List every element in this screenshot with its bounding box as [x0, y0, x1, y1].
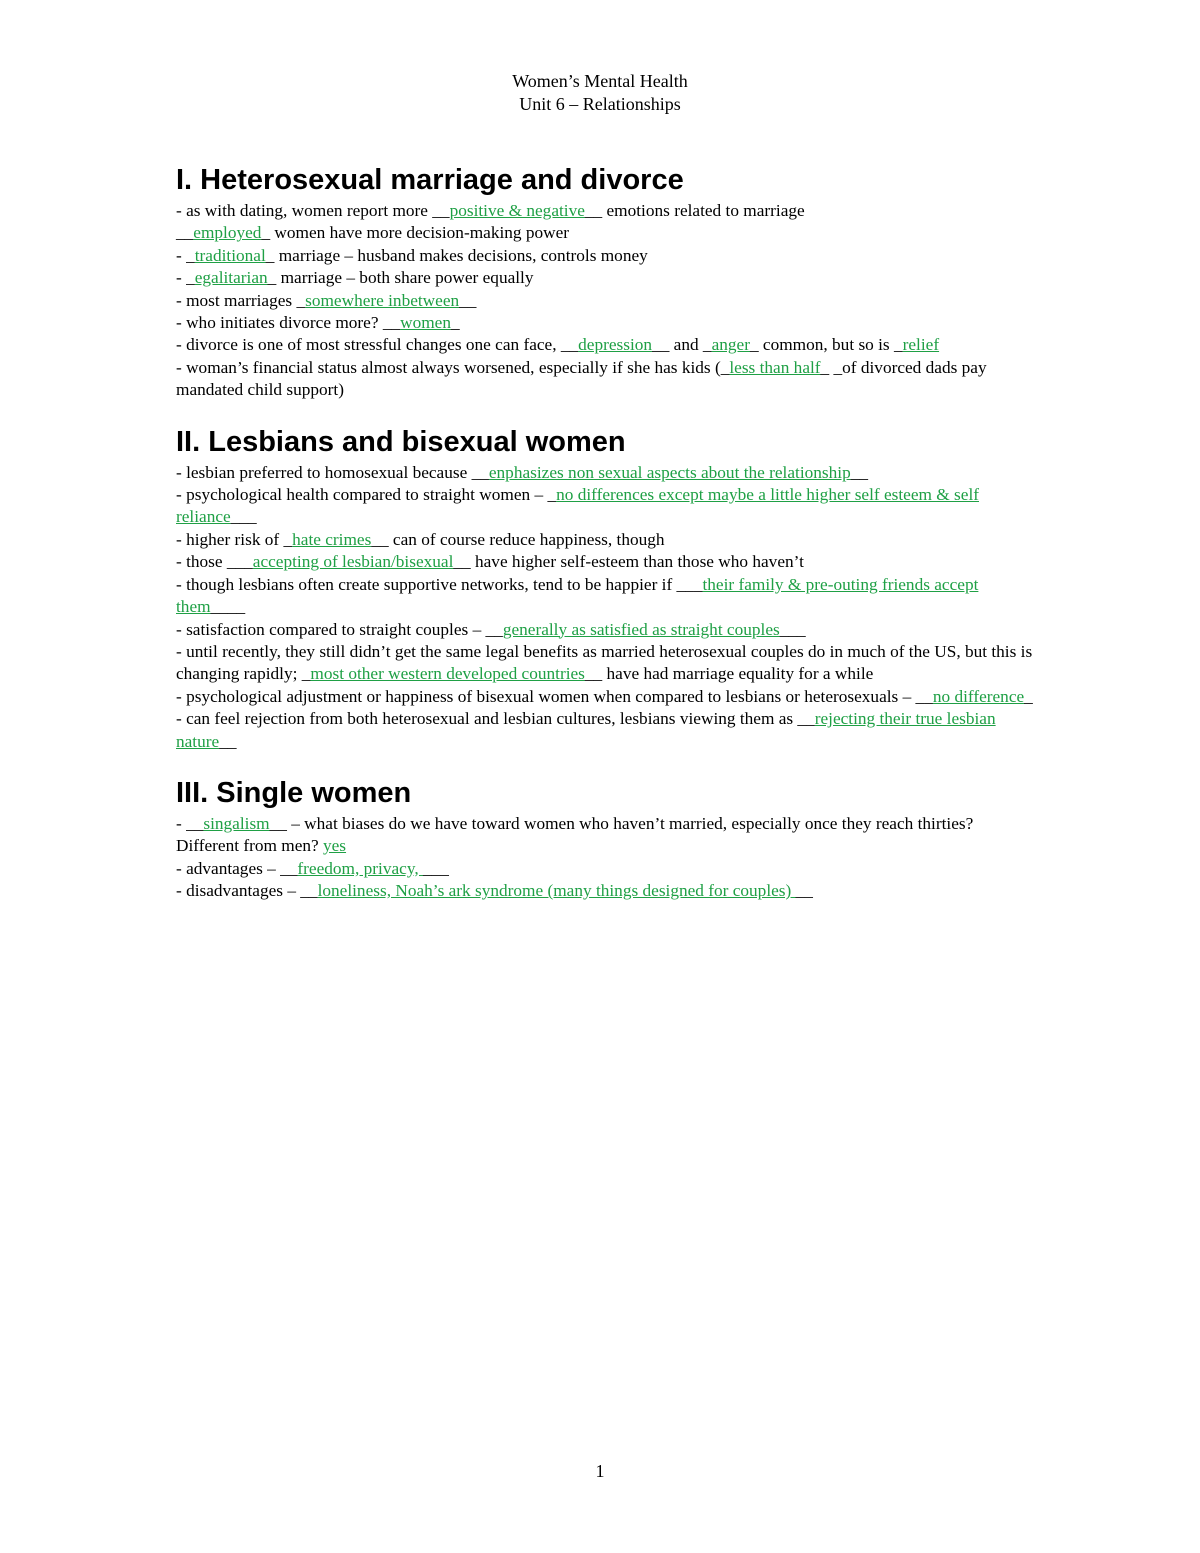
note-line: __employed_ women have more decision-making power — [176, 223, 570, 243]
header-title: Women’s Mental Health — [512, 71, 688, 91]
note-line: - can feel rejection from both heterosexual and lesbian cultures, lesbians viewing them as __rejecting their true lesbian nature__ — [176, 709, 996, 751]
answer: accepting of lesbian/bisexual — [252, 552, 454, 572]
section-lesbians-bisexual — [176, 424, 1036, 753]
note-line: - _egalitarian_ marriage – both share power equally — [176, 268, 534, 288]
answer: employed — [193, 223, 262, 243]
answer: somewhere inbetween — [305, 290, 460, 310]
document-body — [176, 162, 1036, 925]
note-line: - psychological health compared to straight women – _no differences except maybe a little higher self esteem & self reliance___ — [176, 485, 979, 527]
answer: relief — [902, 335, 940, 355]
note-line: - those ___accepting of lesbian/bisexual__ have higher self-esteem than those who haven’t — [176, 552, 804, 572]
answer: anger — [711, 335, 750, 355]
answer: generally as satisfied as straight couples — [502, 619, 780, 639]
note-line: - higher risk of _hate crimes__ can of course reduce happiness, though — [176, 529, 665, 549]
answer: depression — [578, 335, 653, 355]
section-heading: III. Single women — [176, 776, 412, 809]
answer: yes — [323, 836, 347, 856]
note-line: - disadvantages – __loneliness, Noah’s ark syndrome (many things designed for couples) __ — [176, 881, 813, 901]
note-line: - lesbian preferred to homosexual because __enphasizes non sexual aspects about the relationship__ — [176, 462, 868, 482]
answer: hate crimes — [292, 529, 372, 549]
section-heading: II. Lesbians and bisexual women — [176, 425, 626, 458]
note-line: - psychological adjustment or happiness of bisexual women when compared to lesbians or heterosexuals – __no difference_ — [176, 686, 1033, 706]
answer: freedom, privacy, — [297, 858, 423, 878]
note-line: - as with dating, women report more __positive & negative__ emotions related to marriage — [176, 201, 805, 220]
section-heterosexual-marriage — [176, 162, 1036, 402]
answer: less than half — [729, 357, 821, 377]
answer: singalism — [203, 813, 270, 833]
answer: their family & pre-outing friends accept them — [176, 574, 979, 617]
answer: women — [400, 313, 451, 333]
answer: enphasizes non sexual aspects about the relationship — [488, 462, 851, 482]
note-line: - satisfaction compared to straight couples – __generally as satisfied as straight couples___ — [176, 619, 806, 639]
note-line: - most marriages _somewhere inbetween__ — [176, 290, 477, 310]
page-number: 1 — [595, 1461, 605, 1481]
answer: no difference — [932, 686, 1025, 706]
section-single-women — [176, 775, 1036, 903]
note-line: - divorce is one of most stressful changes one can face, __depression__ and _anger_ common, but so is _relief — [176, 335, 940, 355]
note-line: - woman’s financial status almost always worsened, especially if she has kids (_less than half_ _of divorced dads pay mandated child support) — [176, 357, 987, 400]
answer: no differences except maybe a little higher self esteem & self reliance — [176, 485, 979, 527]
answer: traditional — [194, 245, 266, 265]
note-line: - __singalism__ – what biases do we have toward women who haven’t married, especially once they reach thirties? Different from men? yes — [176, 813, 974, 856]
answer: most other western developed countries — [310, 664, 585, 684]
note-line: - advantages – __freedom, privacy, ___ — [176, 858, 449, 878]
note-line: - until recently, they still didn’t get the same legal benefits as married heterosexual couples do in much of the US, but this is changing rapidly; _most other western developed countries__ have had marriage equality for a while — [176, 641, 1033, 684]
answer: rejecting their true lesbian nature — [176, 709, 996, 751]
answer: loneliness, Noah’s ark syndrome (many things designed for couples) — [317, 881, 796, 901]
note-line: - who initiates divorce more? __women_ — [176, 313, 460, 333]
document-header — [0, 70, 1200, 116]
section-heading: I. Heterosexual marriage and divorce — [176, 164, 684, 196]
answer: egalitarian — [194, 268, 268, 288]
note-line: - though lesbians often create supportive networks, tend to be happier if ___their family & pre-outing friends accept them____ — [176, 574, 979, 617]
answer: positive & negative — [449, 201, 585, 220]
note-line: - _traditional_ marriage – husband makes decisions, controls money — [176, 245, 648, 265]
header-subtitle: Unit 6 – Relationships — [519, 94, 681, 114]
